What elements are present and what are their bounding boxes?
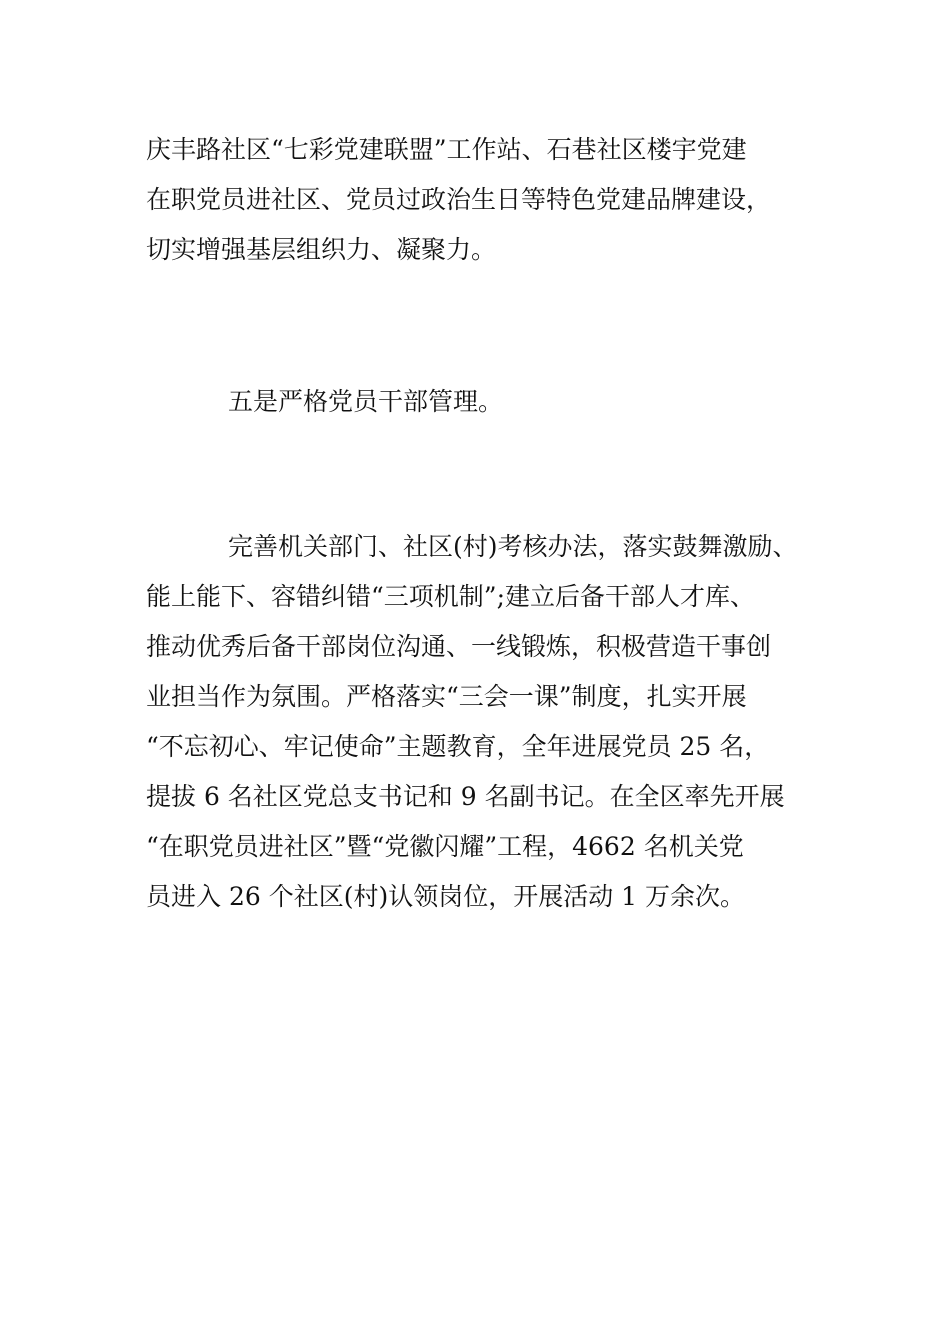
paragraph-1-line-3: 切实增强基层组织力、凝聚力。 (146, 235, 497, 264)
paragraph-2-line-2: 能上能下、容错纠错“三项机制”;建立后备干部人才库、 (146, 582, 755, 611)
paragraph-2-line-7: “在职党员进社区”暨“党徽闪耀”工程，4662 名机关党 (146, 832, 744, 861)
paragraph-2-line-5: “不忘初心、牢记使命”主题教育，全年进展党员 25 名， (146, 732, 770, 761)
paragraph-2-line-8: 员进入 26 个社区(村)认领岗位，开展活动 1 万余次。 (146, 882, 746, 911)
paragraph-2-line-4: 业担当作为氛围。严格落实“三会一课”制度，扎实开展 (146, 682, 747, 711)
paragraph-2-line-6: 提拔 6 名社区党总支书记和 9 名副书记。在全区率先开展 (146, 782, 785, 811)
paragraph-2-line-3: 推动优秀后备干部岗位沟通、一线锻炼，积极营造干事创 (146, 632, 772, 661)
section-heading: 五是严格党员干部管理。 (228, 387, 504, 416)
paragraph-2-line-1: 完善机关部门、社区(村)考核办法，落实鼓舞激励、 (228, 532, 798, 561)
paragraph-1-line-1: 庆丰路社区“七彩党建联盟”工作站、石巷社区楼宇党建 (146, 135, 747, 164)
paragraph-1-line-2: 在职党员进社区、党员过政治生日等特色党建品牌建设， (146, 185, 772, 214)
